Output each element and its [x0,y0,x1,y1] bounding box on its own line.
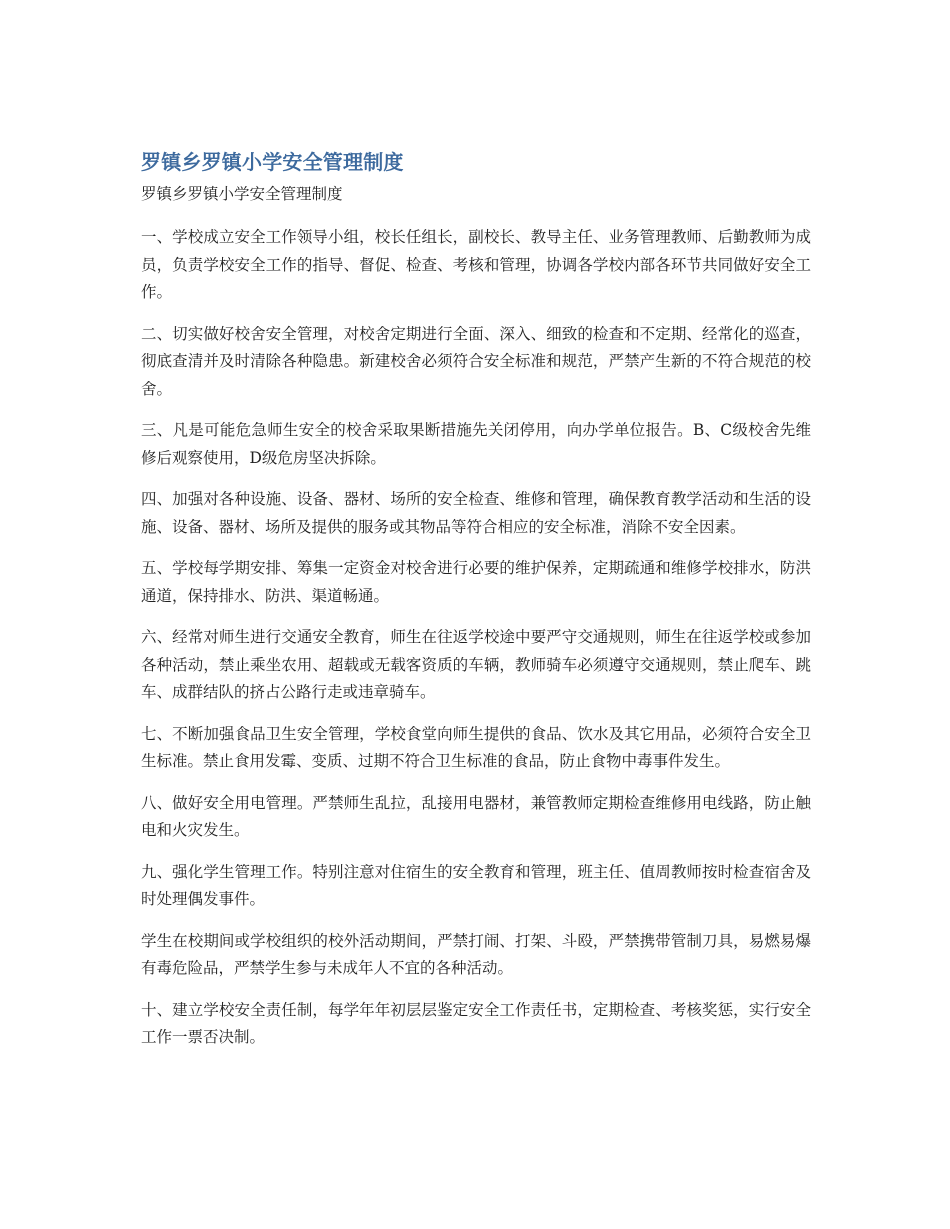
paragraph-8: 八、做好安全用电管理。严禁师生乱拉，乱接用电器材，兼管教师定期检查维修用电线路，防止触电和火灾发生。 [141,793,811,839]
document-page [141,148,811,1066]
paragraph-9: 九、强化学生管理工作。特别注意对住宿生的安全教育和管理，班主任、值周教师按时检查宿舍及时处理偶发事件。 [141,862,811,908]
paragraph-6: 六、经常对师生进行交通安全教育，师生在往返学校途中要严守交通规则，师生在往返学校或参加各种活动，禁止乘坐农用、超载或无载客资质的车辆，教师骑车必须遵守交通规则，禁止爬车、跳车、成群结队的挤占公路行走或违章骑车。 [141,628,811,701]
paragraph-10: 学生在校期间或学校组织的校外活动期间，严禁打闹、打架、斗殴，严禁携带管制刀具，易燃易爆有毒危险品，严禁学生参与未成年人不宜的各种活动。 [141,931,811,977]
paragraph-7: 七、不断加强食品卫生安全管理，学校食堂向师生提供的食品、饮水及其它用品，必须符合安全卫生标准。禁止食用发霉、变质、过期不符合卫生标准的食品，防止食物中毒事件发生。 [141,724,811,770]
document-subtitle: 罗镇乡罗镇小学安全管理制度 [141,185,343,203]
paragraph-3: 三、凡是可能危急师生安全的校舍采取果断措施先关闭停用，向办学单位报告。B、C级校舍先维修后观察使用，D级危房坚决拆除。 [141,421,811,467]
paragraph-4: 四、加强对各种设施、设备、器材、场所的安全检查、维修和管理，确保教育教学活动和生活的设施、设备、器材、场所及提供的服务或其物品等符合相应的安全标准，消除不安全因素。 [141,490,811,536]
paragraph-1: 一、学校成立安全工作领导小组，校长任组长，副校长、教导主任、业务管理教师、后勤教师为成员，负责学校安全工作的指导、督促、检查、考核和管理，协调各学校内部各环节共同做好安全工作。 [141,228,811,301]
document-title: 罗镇乡罗镇小学安全管理制度 [141,150,404,174]
paragraph-2: 二、切实做好校舍安全管理，对校舍定期进行全面、深入、细致的检查和不定期、经常化的巡查，彻底查清并及时清除各种隐患。新建校舍必须符合安全标准和规范，严禁产生新的不符合规范的校舍。 [141,324,811,398]
paragraph-5: 五、学校每学期安排、筹集一定资金对校舍进行必要的维护保养，定期疏通和维修学校排水，防洪通道，保持排水、防洪、渠道畅通。 [141,559,811,605]
paragraph-11: 十、建立学校安全责任制，每学年年初层层鉴定安全工作责任书，定期检查、考核奖惩，实行安全工作一票否决制。 [141,1000,811,1046]
